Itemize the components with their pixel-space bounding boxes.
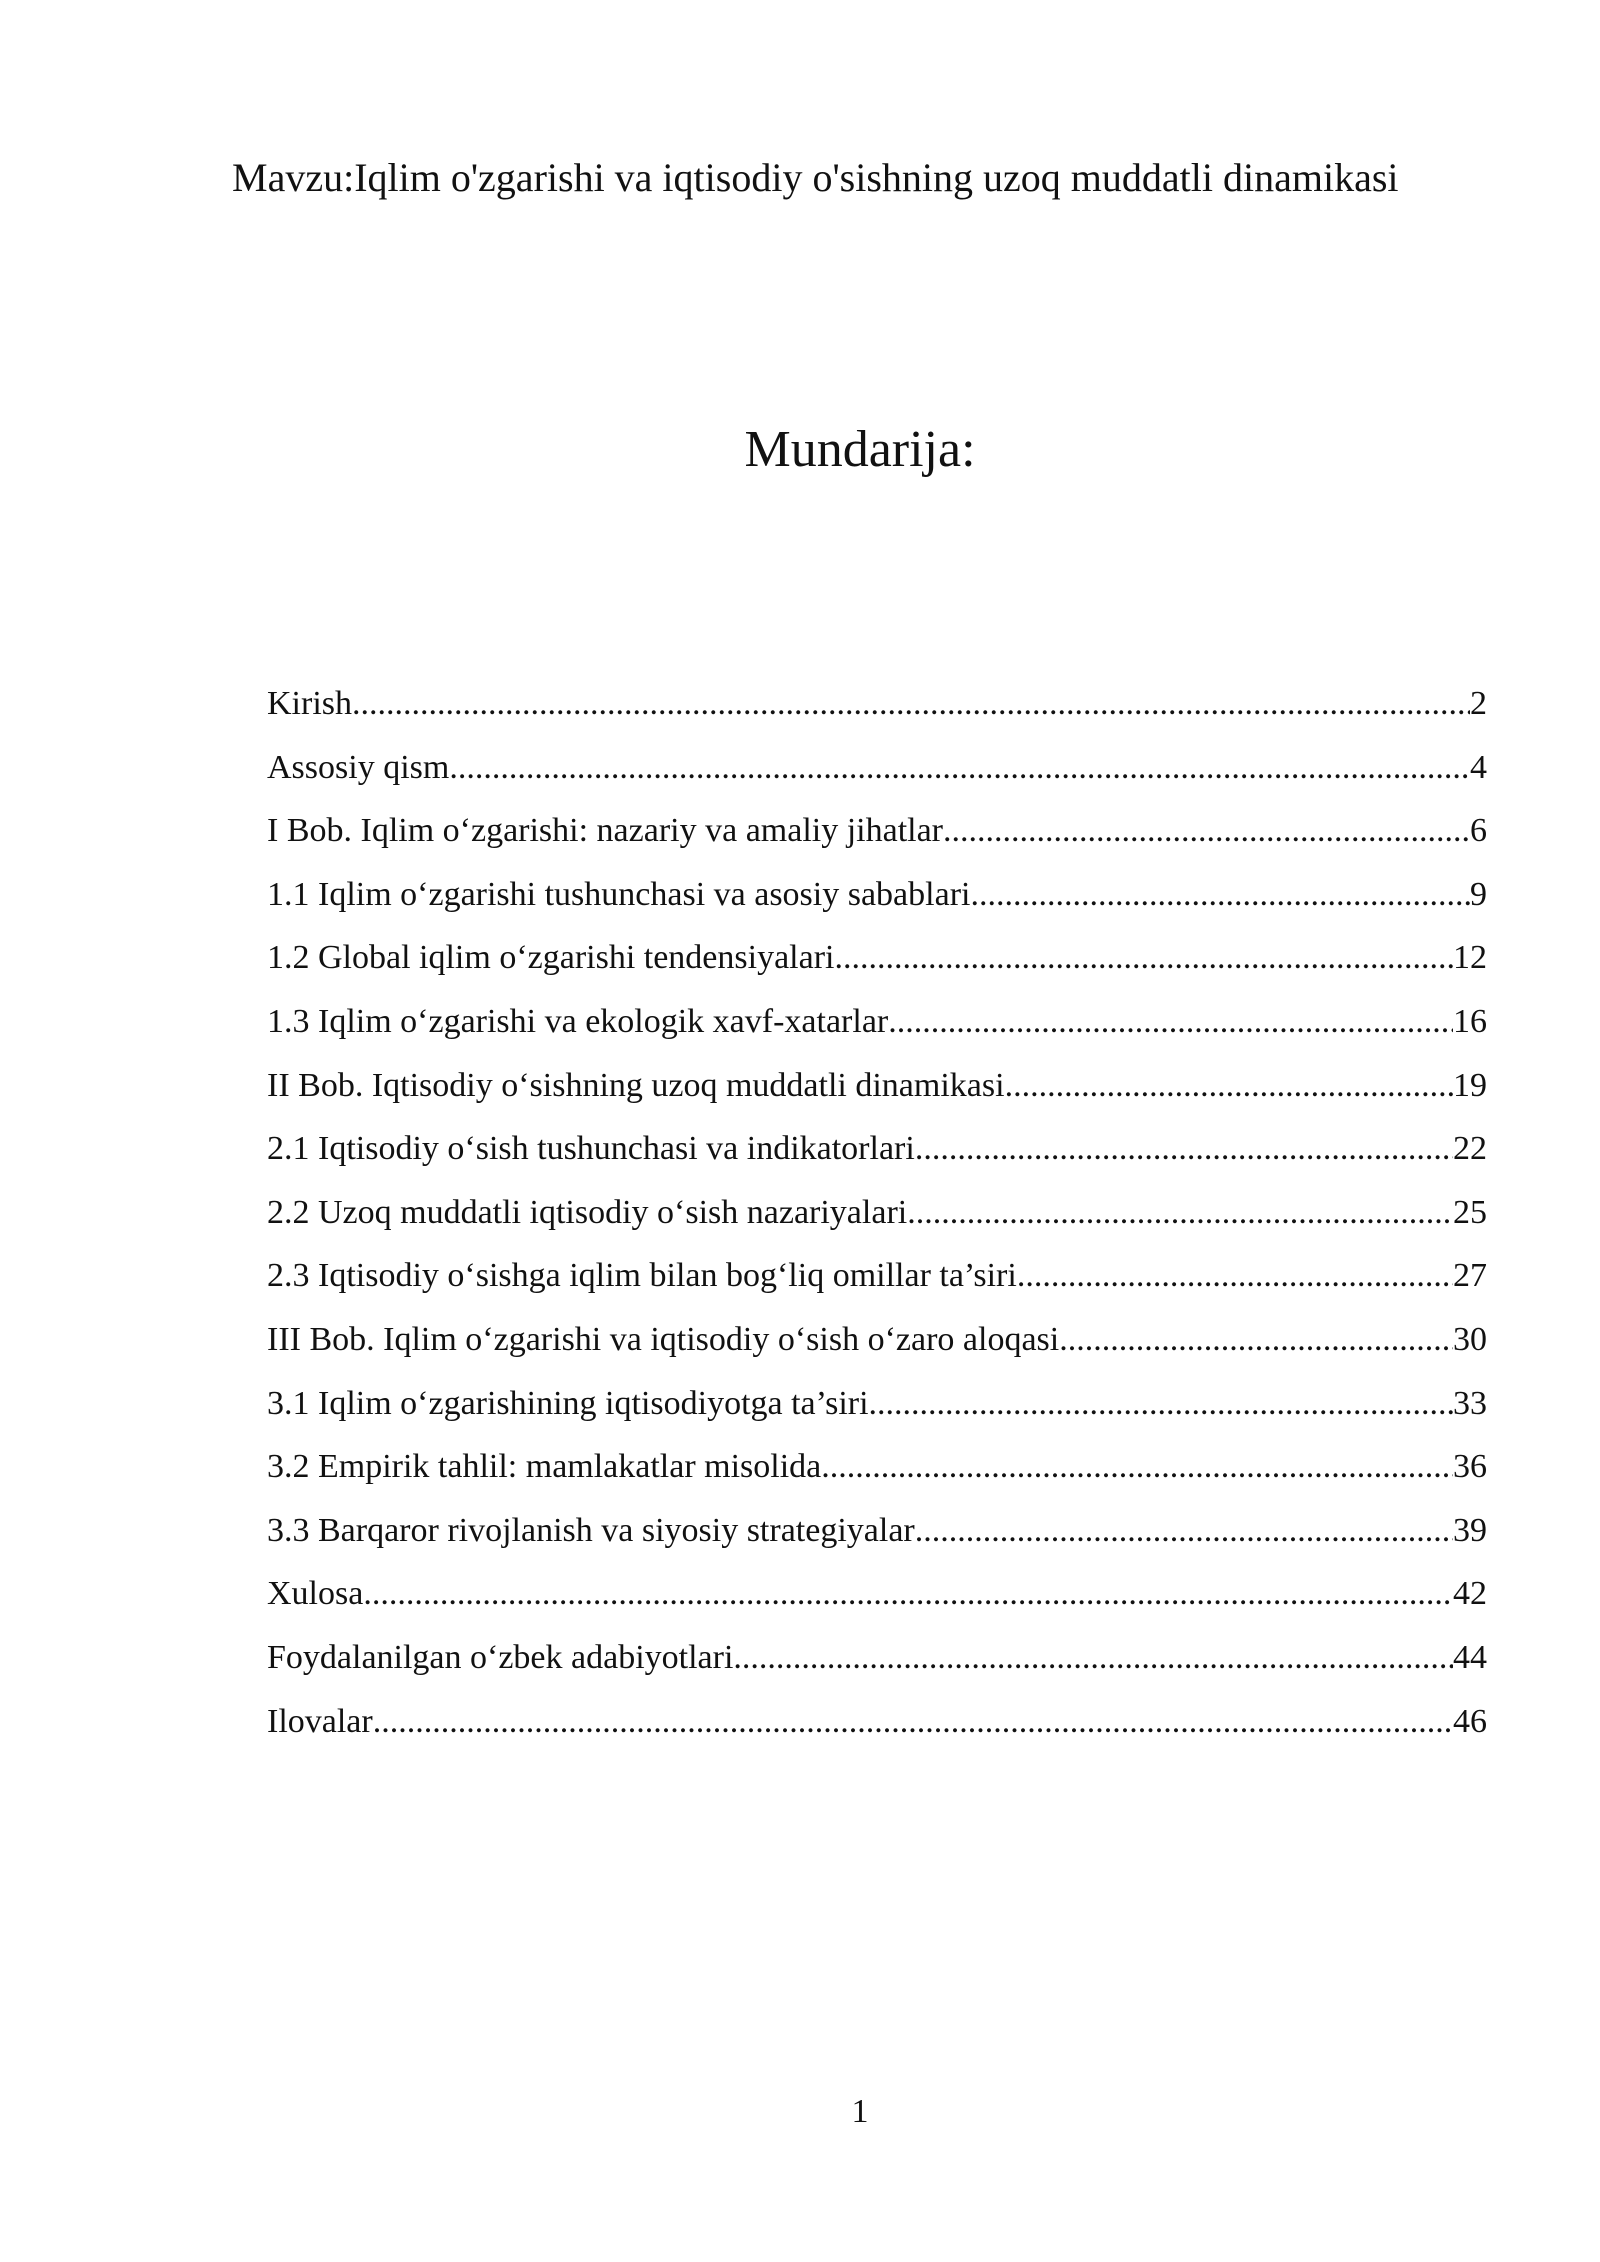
toc-entry-xulosa[interactable]: [267, 1562, 1487, 1626]
toc-entry-kirish[interactable]: [267, 672, 1487, 736]
toc-entry-section-2-3[interactable]: [267, 1244, 1487, 1308]
toc-entry-title: Foydalanilgan o‘zbek adabiyotlari: [267, 1638, 734, 1676]
toc-entry-page: 22: [1453, 1130, 1487, 1168]
toc-dot-leader: [915, 1499, 1453, 1563]
toc-heading: Mundarija:: [744, 421, 976, 478]
page-number: 1: [851, 2093, 869, 2130]
toc-entry-page: 12: [1453, 939, 1487, 977]
toc-entry-title: 3.2 Empirik tahlil: mamlakatlar misolida: [267, 1448, 822, 1486]
toc-dot-leader: [915, 1117, 1453, 1181]
toc-dot-leader: [943, 799, 1470, 863]
toc-dot-leader: [821, 1435, 1453, 1499]
toc-entry-title: II Bob. Iqtisodiy o‘sishning uzoq muddatli dinamikasi: [267, 1066, 1005, 1104]
toc-dot-leader: [834, 926, 1453, 990]
document-topic: Mavzu:Iqlim o'zgarishi va iqtisodiy o'sishning uzoq muddatli dinamikasi: [232, 155, 1399, 200]
toc-dot-leader: [1005, 1054, 1453, 1118]
toc-entry-title: III Bob. Iqlim o‘zgarishi va iqtisodiy o‘sish o‘zaro aloqasi: [267, 1320, 1060, 1358]
toc-entry-section-2-1[interactable]: [267, 1117, 1487, 1181]
toc-entry-title: 3.1 Iqlim o‘zgarishining iqtisodiyotga ta’siri: [267, 1384, 869, 1422]
toc-entry-page: 6: [1470, 812, 1487, 850]
toc-entry-page: 2: [1470, 685, 1487, 722]
toc-entry-ilovalar[interactable]: [267, 1690, 1487, 1754]
toc-entry-assosiy-qism[interactable]: [267, 736, 1487, 800]
toc-dot-leader: [352, 672, 1470, 736]
toc-dot-leader: [449, 736, 1470, 800]
toc-entry-adabiyotlar[interactable]: [267, 1626, 1487, 1690]
toc-entry-title: Kirish: [267, 685, 352, 722]
toc-entry-title: 2.1 Iqtisodiy o‘sish tushunchasi va indikatorlari: [267, 1130, 915, 1168]
toc-entry-title: 3.3 Barqaror rivojlanish va siyosiy strategiyalar: [267, 1511, 915, 1549]
toc-entry-page: 36: [1453, 1448, 1487, 1486]
toc-entry-page: 30: [1453, 1320, 1487, 1358]
toc-entry-title: Assosiy qism: [267, 748, 450, 786]
toc-entry-title: I Bob. Iqlim o‘zgarishi: nazariy va amaliy jihatlar: [267, 812, 943, 850]
toc-entry-chapter-2[interactable]: [267, 1054, 1487, 1118]
toc-entry-page: 9: [1470, 875, 1487, 913]
toc-dot-leader: [363, 1562, 1453, 1626]
toc-entry-title: 2.2 Uzoq muddatli iqtisodiy o‘sish nazariyalari: [267, 1193, 908, 1231]
toc-entry-title: 1.3 Iqlim o‘zgarishi va ekologik xavf-xatarlar: [267, 1002, 889, 1040]
toc-entry-page: 46: [1453, 1702, 1487, 1740]
toc-dot-leader: [907, 1181, 1453, 1245]
toc-entry-section-1-1[interactable]: [267, 863, 1487, 927]
toc-entry-page: 4: [1470, 748, 1487, 786]
toc-entry-page: 16: [1453, 1002, 1487, 1040]
toc-dot-leader: [373, 1690, 1453, 1754]
toc-entry-title: 1.2 Global iqlim o‘zgarishi tendensiyalari: [267, 939, 835, 977]
toc-entry-title: Ilovalar: [267, 1702, 373, 1740]
toc-dot-leader: [1017, 1244, 1453, 1308]
toc-entry-page: 27: [1453, 1257, 1487, 1295]
toc-dot-leader: [970, 863, 1470, 927]
toc-entry-page: 33: [1453, 1384, 1487, 1422]
toc-entry-page: 25: [1453, 1193, 1487, 1231]
toc-entry-chapter-3[interactable]: [267, 1308, 1487, 1372]
toc-entry-section-1-3[interactable]: [267, 990, 1487, 1054]
toc-entry-chapter-1[interactable]: [267, 799, 1487, 863]
toc-entry-title: 2.3 Iqtisodiy o‘sishga iqlim bilan bog‘liq omillar ta’siri: [267, 1257, 1017, 1295]
toc-entry-page: 42: [1453, 1575, 1487, 1613]
toc-entry-section-3-2[interactable]: [267, 1435, 1487, 1499]
toc-entry-page: 44: [1453, 1638, 1487, 1676]
toc-dot-leader: [733, 1626, 1453, 1690]
table-of-contents: [267, 672, 1487, 1753]
toc-entry-page: 19: [1453, 1066, 1487, 1104]
toc-dot-leader: [869, 1372, 1453, 1436]
toc-entry-title: Xulosa: [267, 1575, 364, 1613]
toc-entry-section-2-2[interactable]: [267, 1181, 1487, 1245]
toc-entry-section-3-1[interactable]: [267, 1372, 1487, 1436]
toc-entry-page: 39: [1453, 1511, 1487, 1549]
toc-entry-section-3-3[interactable]: [267, 1499, 1487, 1563]
toc-entry-title: 1.1 Iqlim o‘zgarishi tushunchasi va asosiy sabablari: [267, 875, 971, 913]
toc-dot-leader: [1059, 1308, 1453, 1372]
toc-dot-leader: [888, 990, 1453, 1054]
toc-entry-section-1-2[interactable]: [267, 926, 1487, 990]
